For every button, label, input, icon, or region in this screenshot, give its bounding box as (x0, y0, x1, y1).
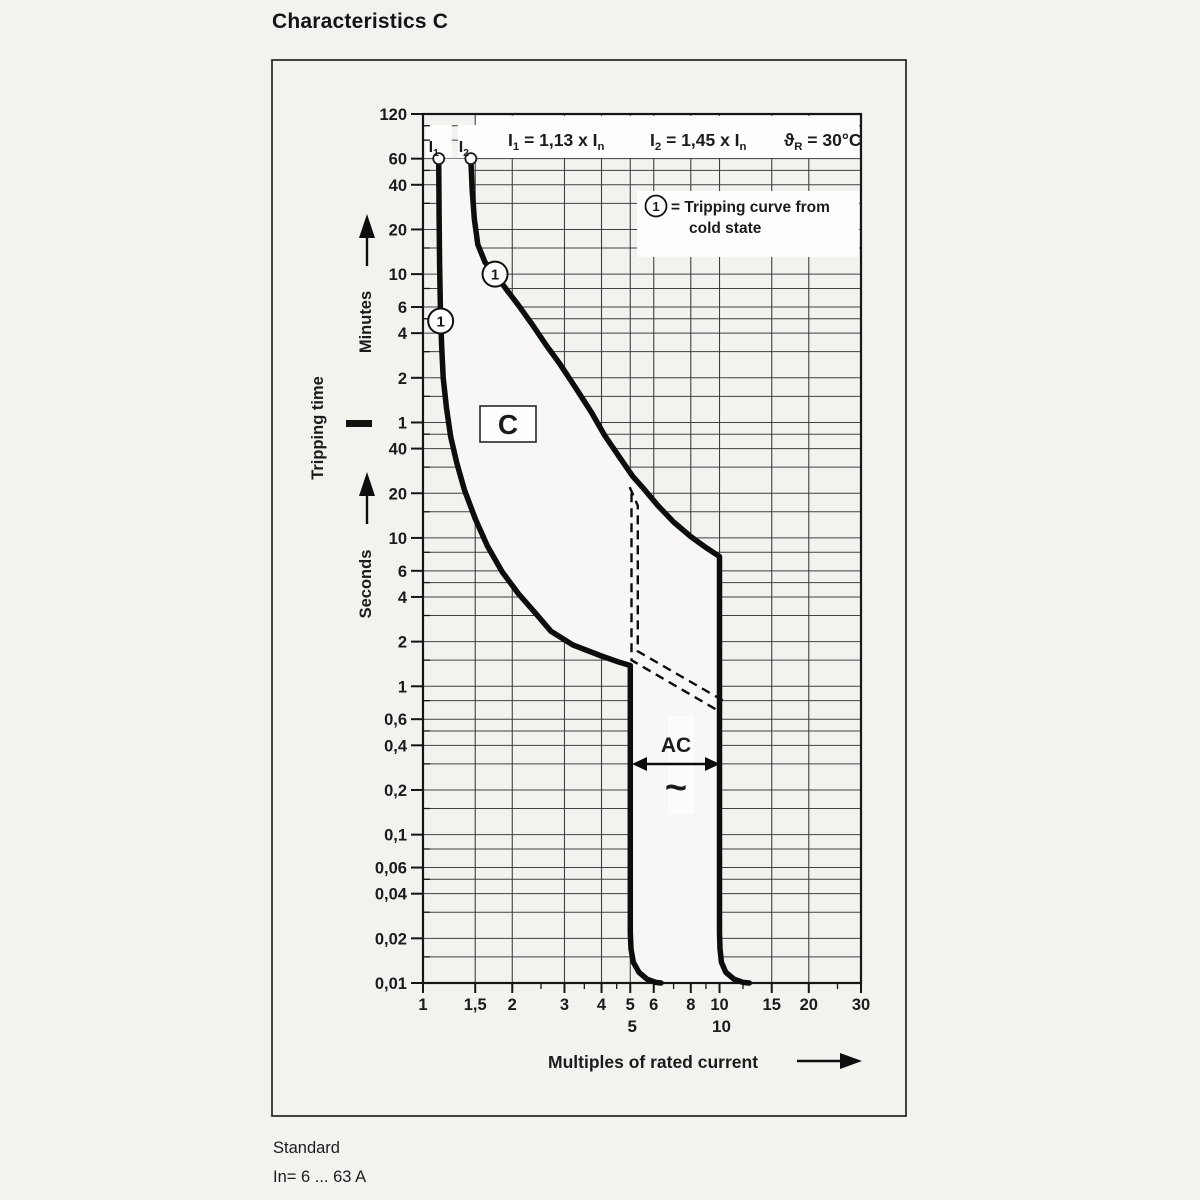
page-title: Characteristics C (272, 10, 449, 33)
y-tick-label-minutes: 60 (388, 150, 407, 169)
y-tick-label-seconds: 0,04 (374, 885, 407, 904)
y-tick-label-minutes: 10 (388, 266, 407, 285)
x-tick-label: 3 (559, 996, 570, 1014)
x-tick-label: 4 (596, 996, 607, 1014)
x-tick-label: 15 (762, 996, 781, 1014)
formula-temp: $ϑ_R = 30^\circ C$ (784, 130, 862, 153)
y-tick-label-seconds: 1 (397, 678, 407, 697)
y-tick-label-seconds: 0,4 (384, 737, 407, 756)
y-tick-label-seconds: 2 (397, 633, 407, 652)
formula-i1: $I_1 = 1,13$ x $I_n$ (508, 130, 605, 153)
svg-text:1: 1 (652, 199, 660, 214)
x-tick-label: 1,5 (463, 996, 487, 1014)
y-tick-label-seconds: 0,2 (384, 781, 407, 800)
formula-i2: $I_2 = 1,45$ x $I_n$ (650, 130, 747, 153)
y-tick-label-seconds: 20 (388, 485, 407, 504)
x-axis-arrow (840, 1053, 862, 1069)
y-tick-label-seconds: 0,01 (374, 975, 407, 993)
y-tick-label-seconds: 10 (388, 529, 407, 548)
caption-standard: Standard (273, 1139, 340, 1157)
x-tick-label: 2 (507, 996, 517, 1014)
figure-caption (273, 1134, 366, 1192)
magnetic-trip-band-label: 10 (712, 1017, 731, 1036)
x-axis (418, 983, 870, 1036)
unit-separator-dash (346, 420, 372, 427)
magnetic-trip-band-label: 5 (627, 1017, 637, 1036)
y-tick-label-minutes: 4 (397, 325, 407, 344)
x-axis-title: Multiples of rated current (548, 1052, 759, 1072)
x-tick-label: 8 (686, 996, 696, 1014)
x-tick-label: 20 (799, 996, 818, 1014)
y-tick-label-minutes: 2 (397, 369, 407, 388)
ac-label: AC (660, 734, 692, 757)
y-tick-label-seconds: 4 (397, 588, 407, 607)
y-axis-title: Tripping time (309, 376, 327, 480)
seconds-up-arrow (359, 472, 375, 496)
c-label: C (497, 409, 519, 440)
y-tick-label-minutes: 120 (379, 106, 407, 124)
y-tick-label-minutes: 40 (388, 176, 407, 195)
x-tick-label: 5 (625, 996, 635, 1014)
x-tick-label: 6 (649, 996, 659, 1014)
y-tick-label-minutes: 6 (397, 299, 407, 318)
y-tick-label-seconds: 40 (388, 440, 407, 459)
y-tick-label-minutes: 1 (397, 414, 407, 433)
x-tick-label: 1 (418, 996, 428, 1014)
region-label (480, 406, 536, 442)
formula-strip (508, 130, 862, 153)
svg-text:1: 1 (490, 266, 500, 284)
x-axis-title (548, 1052, 862, 1072)
y-axis-titles (309, 214, 375, 618)
caption-rated-current-range: In= 6 ... 63 A (273, 1168, 367, 1186)
y-tick-label-seconds: 0,02 (374, 930, 407, 949)
seconds-unit-label: Seconds (357, 549, 375, 619)
i1-label: $I_1$ (428, 139, 439, 159)
y-tick-label-seconds: 6 (397, 562, 407, 581)
svg-text:1: 1 (436, 313, 445, 331)
y-tick-label-seconds: 0,06 (374, 859, 407, 878)
legend-text-line2: cold state (689, 220, 762, 237)
legend-text-line1: = Tripping curve from (671, 199, 830, 216)
y-axis (375, 106, 430, 993)
i2-label: $I_2$ (458, 139, 469, 159)
x-tick-label: 30 (851, 996, 871, 1014)
x-tick-label: 10 (710, 996, 729, 1014)
y-tick-label-seconds: 0,6 (384, 711, 407, 730)
y-tick-label-seconds: 0,1 (384, 826, 407, 845)
y-tick-label-minutes: 20 (388, 221, 407, 240)
ac-sine-symbol: ~ (664, 767, 688, 809)
minutes-up-arrow (359, 214, 375, 238)
minutes-unit-label: Minutes (357, 290, 375, 354)
